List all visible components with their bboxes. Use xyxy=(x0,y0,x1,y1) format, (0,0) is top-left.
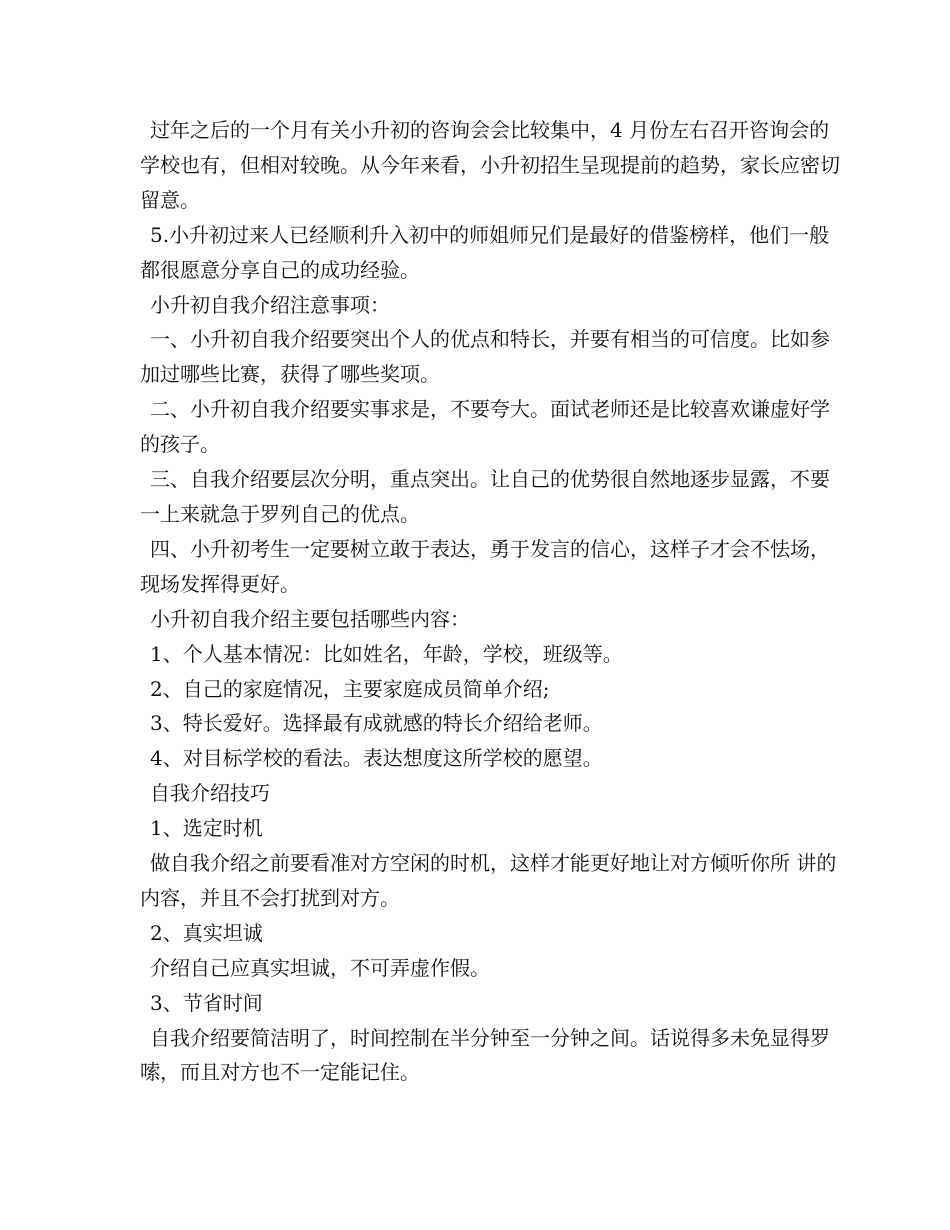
section-heading: 小升初自我介绍注意事项： xyxy=(150,292,390,317)
list-item: 四、小升初考生一定要树立敢于表达，勇于发言的信心，这样子才会不怯场，现场发挥得更好。 xyxy=(140,536,830,596)
list-item: 2、自己的家庭情况，主要家庭成员简单介绍; xyxy=(150,676,550,701)
list-item: 一、小升初自我介绍要突出个人的优点和特长，并要有相当的可信度。比如参加过哪些比赛，获得了哪些奖项。 xyxy=(140,327,830,387)
paragraph: 过年之后的一个月有关小升初的咨询会会比较集中，4 月份左右召开咨询会的学校也有，但相对较晚。从今年来看，小升初招生呈现提前的趋势，家长应密切留意。 xyxy=(140,118,840,212)
document-body xyxy=(140,113,840,1090)
paragraph: 自我介绍要简洁明了，时间控制在半分钟至一分钟之间。话说得多未免显得罗嗦，而且对方也不一定能记住。 xyxy=(140,1025,830,1085)
subheading: 1、选定时机 xyxy=(150,816,263,841)
paragraph: 5.小升初过来人已经顺利升入初中的师姐师兄们是最好的借鉴榜样，他们一般都很愿意分享自己的成功经验。 xyxy=(140,222,830,282)
subheading: 3、节省时间 xyxy=(150,990,263,1015)
list-item: 二、小升初自我介绍要实事求是，不要夸大。面试老师还是比较喜欢谦虚好学的孩子。 xyxy=(140,397,830,457)
list-item: 4、对目标学校的看法。表达想度这所学校的愿望。 xyxy=(150,746,603,771)
paragraph: 做自我介绍之前要看准对方空闲的时机，这样才能更好地让对方倾听你所 讲的内容，并且不会打扰到对方。 xyxy=(140,851,837,910)
section-heading: 小升初自我介绍主要包括哪些内容： xyxy=(150,606,470,631)
list-item: 1、个人基本情况：比如姓名，年龄，学校，班级等。 xyxy=(150,641,623,666)
list-item: 三、自我介绍要层次分明，重点突出。让自己的优势很自然地逐步显露，不要一上来就急于罗列自己的优点。 xyxy=(140,467,830,526)
paragraph: 介绍自己应真实坦诚，不可弄虚作假。 xyxy=(150,955,490,980)
section-heading: 自我介绍技巧 xyxy=(150,781,270,806)
subheading: 2、真实坦诚 xyxy=(150,920,263,945)
list-item: 3、特长爱好。选择最有成就感的特长介绍给老师。 xyxy=(150,711,603,736)
